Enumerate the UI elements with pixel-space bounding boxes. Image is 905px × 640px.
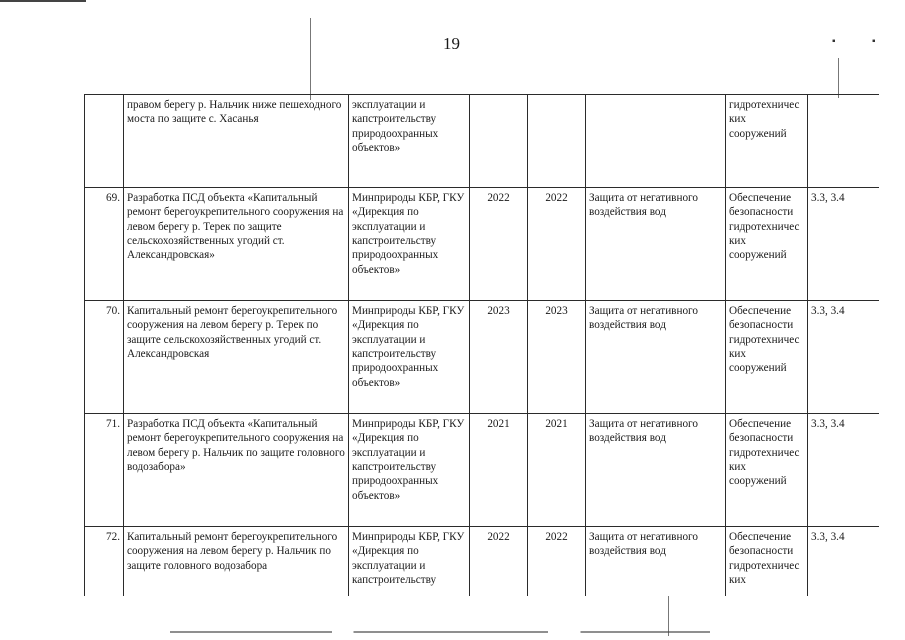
cell-object: Разработка ПСД объекта «Капитальный ремонт берегоукрепительного сооружения на левом берегу р. Терек по защите сельскохозяйственных угодий ст. Александровская» <box>124 188 349 301</box>
cell-executor: Минприроды КБР, ГКУ «Дирекция по эксплуатации и капстроительству природоохранных объектов» <box>349 188 470 301</box>
cell-start: 2022 <box>470 527 528 597</box>
cell-start: 2022 <box>470 188 528 301</box>
cell-indicators: 3.3, 3.4 <box>808 301 880 414</box>
cell-indicators: 3.3, 3.4 <box>808 527 880 597</box>
cell-end: 2022 <box>528 527 586 597</box>
scan-artifact-line <box>838 58 839 98</box>
cell-object: правом берегу р. Нальчик ниже пешеходного моста по защите с. Хасанья <box>124 95 349 188</box>
scan-artifact-line <box>310 18 311 100</box>
cell-object: Капитальный ремонт берегоукрепительного сооружения на левом берегу р. Нальчик по защите головного водозабора <box>124 527 349 597</box>
cell-executor: эксплуатации и капстроительству природоохранных объектов» <box>349 95 470 188</box>
cell-indicators: 3.3, 3.4 <box>808 414 880 527</box>
cell-result: Обеспечение безопасности гидротехничес ких сооружений <box>726 414 808 527</box>
cell-purpose: Защита от негативного воздействия вод <box>586 301 726 414</box>
table-row <box>85 527 880 597</box>
scan-bottom-edge <box>170 631 710 633</box>
document-table <box>84 94 879 596</box>
cell-purpose: Защита от негативного воздействия вод <box>586 527 726 597</box>
cell-start <box>470 95 528 188</box>
cell-start: 2023 <box>470 301 528 414</box>
cell-executor: Минприроды КБР, ГКУ «Дирекция по эксплуатации и капстроительству природоохранных объектов» <box>349 301 470 414</box>
table-row-continuation <box>85 95 880 188</box>
cell-end: 2021 <box>528 414 586 527</box>
cell-num: 71. <box>85 414 124 527</box>
cell-indicators <box>808 95 880 188</box>
cell-result: Обеспечение безопасности гидротехничес ких сооружений <box>726 188 808 301</box>
cell-result: гидротехничес ких сооружений <box>726 95 808 188</box>
cell-num: 72. <box>85 527 124 597</box>
cell-start: 2021 <box>470 414 528 527</box>
page-number: 19 <box>443 34 460 53</box>
cell-result: Обеспечение безопасности гидротехничес ких сооружений <box>726 301 808 414</box>
cell-result: Обеспечение безопасности гидротехничес ких <box>726 527 808 597</box>
table-row <box>85 301 880 414</box>
scan-speck: ▪ <box>832 36 836 47</box>
cell-purpose: Защита от негативного воздействия вод <box>586 414 726 527</box>
cell-purpose: Защита от негативного воздействия вод <box>586 188 726 301</box>
cell-end: 2022 <box>528 188 586 301</box>
cell-num: 70. <box>85 301 124 414</box>
cell-executor: Минприроды КБР, ГКУ «Дирекция по эксплуатации и капстроительству природоохранных объектов» <box>349 414 470 527</box>
cell-end: 2023 <box>528 301 586 414</box>
cell-end <box>528 95 586 188</box>
scan-edge-mark <box>0 0 86 2</box>
scan-speck: ▪ <box>872 36 876 47</box>
scan-artifact-line <box>668 596 669 636</box>
cell-executor: Минприроды КБР, ГКУ «Дирекция по эксплуатации и капстроительству <box>349 527 470 597</box>
cell-indicators: 3.3, 3.4 <box>808 188 880 301</box>
cell-num: 69. <box>85 188 124 301</box>
cell-object: Разработка ПСД объекта «Капитальный ремонт берегоукрепительного сооружения на левом берегу р. Нальчик по защите головного водозабора» <box>124 414 349 527</box>
table-row <box>85 188 880 301</box>
cell-num <box>85 95 124 188</box>
cell-object: Капитальный ремонт берегоукрепительного сооружения на левом берегу р. Терек по защите сельскохозяйственных угодий ст. Александровская <box>124 301 349 414</box>
cell-purpose <box>586 95 726 188</box>
table-row <box>85 414 880 527</box>
